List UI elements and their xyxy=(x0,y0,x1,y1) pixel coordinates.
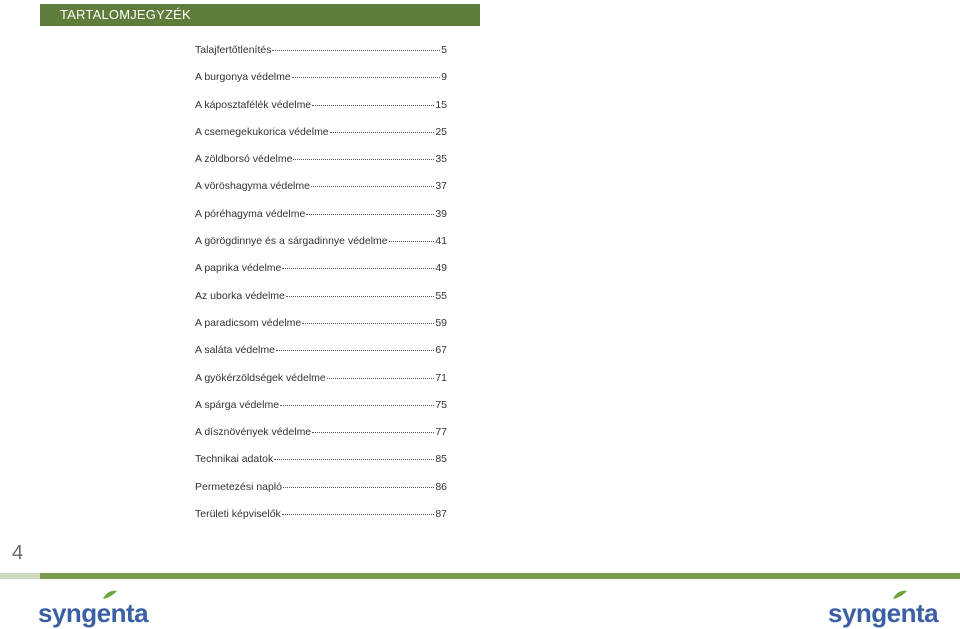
page-number: 4 xyxy=(12,542,24,564)
toc-leader-dots xyxy=(293,159,434,160)
toc-item-label: A paprika védelme xyxy=(195,262,282,275)
toc-item-label: Az uborka védelme xyxy=(195,289,285,302)
toc-leader-dots xyxy=(274,459,434,460)
toc-item-page: 5 xyxy=(441,44,447,56)
syngenta-leaf-icon xyxy=(892,590,908,600)
toc-item-page: 87 xyxy=(435,508,447,521)
toc-item-label: A vöröshagyma védelme xyxy=(195,180,310,193)
toc-item-label: A spárga védelme xyxy=(195,398,280,411)
toc-leader-dots xyxy=(282,514,435,515)
toc-item[interactable] xyxy=(195,372,447,399)
toc-item[interactable] xyxy=(195,71,447,98)
toc-item-label: Területi képviselők xyxy=(195,508,281,521)
toc-item-page: 49 xyxy=(435,262,447,275)
toc-item-label: A paradicsom védelme xyxy=(195,316,302,329)
toc-item-label: A görögdinnye és a sárgadinnye védelme xyxy=(195,235,388,248)
toc-item-label: A gyökérzöldségek védelme xyxy=(195,371,326,384)
toc-item-page: 67 xyxy=(435,344,447,357)
toc-leader-dots xyxy=(302,323,434,324)
toc-item-page: 41 xyxy=(435,235,447,248)
toc-item-page: 39 xyxy=(435,207,447,220)
toc-item-label: A káposztafélék védelme xyxy=(195,98,312,111)
toc-leader-dots xyxy=(330,132,435,133)
table-of-contents xyxy=(195,44,447,535)
toc-item-label: A dísznövények védelme xyxy=(195,426,312,439)
toc-item-label: A póréhagyma védelme xyxy=(195,207,306,220)
toc-item-label: A csemegekukorica védelme xyxy=(195,125,329,138)
toc-item[interactable] xyxy=(195,208,447,235)
toc-leader-dots xyxy=(312,105,434,106)
toc-item[interactable] xyxy=(195,235,447,262)
page-title: TARTALOMJEGYZÉK xyxy=(60,7,191,22)
toc-item-page: 35 xyxy=(435,153,447,166)
logo-text: syngenta xyxy=(828,598,939,628)
toc-leader-dots xyxy=(276,350,434,351)
toc-item[interactable] xyxy=(195,180,447,207)
toc-item[interactable] xyxy=(195,508,447,535)
toc-item-page: 77 xyxy=(435,426,447,439)
footer-band-light xyxy=(0,573,40,579)
toc-item[interactable] xyxy=(195,44,447,71)
toc-item-page: 85 xyxy=(435,453,447,466)
toc-item[interactable] xyxy=(195,481,447,508)
header-bar xyxy=(40,4,480,26)
toc-leader-dots xyxy=(282,268,434,269)
toc-leader-dots xyxy=(306,214,434,215)
toc-item-label: A burgonya védelme xyxy=(195,71,291,84)
syngenta-leaf-icon xyxy=(102,590,118,600)
logo-left xyxy=(38,596,148,626)
toc-item-page: 59 xyxy=(435,316,447,329)
toc-leader-dots xyxy=(312,432,434,433)
toc-leader-dots xyxy=(389,241,435,242)
toc-item-page: 75 xyxy=(435,398,447,411)
toc-leader-dots xyxy=(292,77,440,78)
toc-item[interactable] xyxy=(195,399,447,426)
toc-item-label: Talajfertőtlenítés xyxy=(195,44,272,56)
toc-item-page: 15 xyxy=(435,98,447,111)
toc-item-label: A zöldborsó védelme xyxy=(195,153,293,166)
toc-leader-dots xyxy=(286,296,434,297)
toc-item-page: 9 xyxy=(441,71,447,84)
toc-leader-dots xyxy=(283,487,434,488)
toc-item[interactable] xyxy=(195,426,447,453)
toc-leader-dots xyxy=(327,378,435,379)
toc-item[interactable] xyxy=(195,453,447,480)
toc-item[interactable] xyxy=(195,153,447,180)
toc-leader-dots xyxy=(311,186,434,187)
toc-leader-dots xyxy=(272,50,440,51)
toc-item[interactable] xyxy=(195,290,447,317)
toc-item-page: 55 xyxy=(435,289,447,302)
toc-item-label: A saláta védelme xyxy=(195,344,275,357)
toc-leader-dots xyxy=(280,405,434,406)
toc-item-label: Permetezési napló xyxy=(195,480,282,493)
toc-item[interactable] xyxy=(195,262,447,289)
toc-item-page: 71 xyxy=(435,371,447,384)
footer-band xyxy=(40,573,960,579)
toc-item[interactable] xyxy=(195,344,447,371)
toc-item-page: 25 xyxy=(435,125,447,138)
toc-item[interactable] xyxy=(195,317,447,344)
toc-item-page: 86 xyxy=(435,480,447,493)
toc-item-page: 37 xyxy=(435,180,447,193)
logo-text: syngenta xyxy=(38,598,149,628)
toc-item[interactable] xyxy=(195,99,447,126)
toc-item-label: Technikai adatok xyxy=(195,453,274,466)
toc-item[interactable] xyxy=(195,126,447,153)
logo-right xyxy=(828,596,938,626)
